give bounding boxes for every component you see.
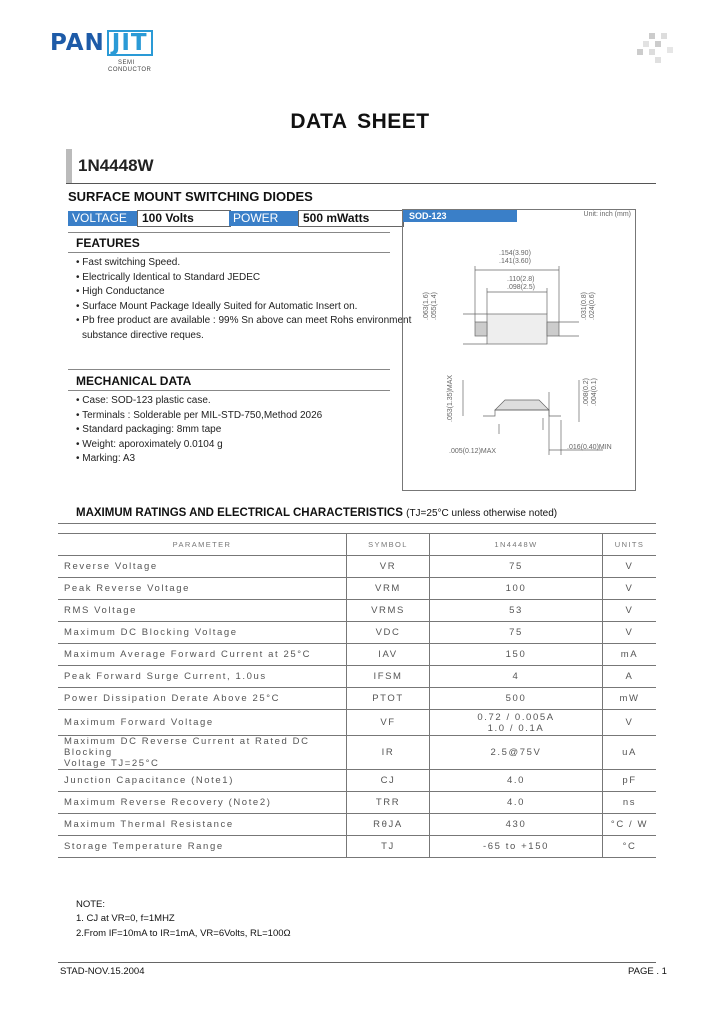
cell-value: 75: [430, 622, 603, 644]
cell-parameter: Maximum Thermal Resistance: [58, 814, 347, 836]
product-subtitle: SURFACE MOUNT SWITCHING DIODES: [68, 189, 313, 204]
cell-parameter: Power Dissipation Derate Above 25°C: [58, 688, 347, 710]
dim-body-max: .110(2.8): [507, 276, 535, 283]
cell-value: 4.0: [430, 770, 603, 792]
footer-rule: [58, 962, 656, 963]
cell-parameter: Peak Forward Surge Current, 1.0us: [58, 666, 347, 688]
cell-value: 75: [430, 556, 603, 578]
ratings-condition: (TJ=25°C unless otherwise noted): [406, 508, 558, 519]
cell-unit: V: [603, 556, 657, 578]
feature-item: • High Conductance: [76, 286, 165, 298]
cell-value: 430: [430, 814, 603, 836]
voltage-label: VOLTAGE: [68, 211, 139, 226]
cell-unit: ns: [603, 792, 657, 814]
ratings-title: [76, 507, 557, 519]
cell-unit: A: [603, 666, 657, 688]
cell-parameter: Maximum DC Blocking Voltage: [58, 622, 347, 644]
part-number: 1N4448W: [78, 156, 154, 175]
cell-value: 4.0: [430, 792, 603, 814]
power-value: 500 mWatts: [298, 210, 404, 227]
dim-length-min: .141(3.60): [499, 258, 531, 265]
cell-symbol: VF: [347, 710, 430, 736]
table-row: [58, 622, 656, 644]
cell-symbol: TJ: [347, 836, 430, 858]
table-row: [58, 836, 656, 858]
cell-parameter: Junction Capacitance (Note1): [58, 770, 347, 792]
power-label: POWER: [229, 211, 300, 226]
part-number-bar: [66, 149, 656, 184]
mechanical-item: • Case: SOD-123 plastic case.: [76, 395, 211, 406]
package-unit: Unit: inch (mm): [583, 211, 631, 218]
table-row: [58, 688, 656, 710]
logo-sub-conductor: CONDUCTOR: [108, 67, 152, 73]
cell-unit: °C / W: [603, 814, 657, 836]
ratings-table: [58, 533, 656, 858]
feature-item: • Electrically Identical to Standard JEDEC: [76, 271, 261, 283]
dim-height: .053(1.35)MAX: [447, 374, 454, 422]
logo-text-jit: JIT: [107, 30, 153, 56]
cell-value: 4: [430, 666, 603, 688]
dim-body-min: .098(2.5): [507, 284, 536, 291]
mechanical-item: • Standard packaging: 8mm tape: [76, 424, 222, 436]
company-logo: [50, 30, 153, 56]
note-2: 2.From IF=10mA to IR=1mA, VR=6Volts, RL=100Ω: [76, 928, 291, 939]
dim-lead: [581, 292, 597, 320]
cell-unit: uA: [603, 736, 657, 770]
dim-standoff-min: .004(0.1): [591, 377, 598, 406]
package-drawing: [402, 209, 636, 491]
header-value: 1N4448W: [430, 534, 603, 556]
cell-unit: V: [603, 622, 657, 644]
cell-value: 53: [430, 600, 603, 622]
cell-symbol: IR: [347, 736, 430, 770]
cell-symbol: PTOT: [347, 688, 430, 710]
cell-symbol: CJ: [347, 770, 430, 792]
table-row: [58, 578, 656, 600]
header-units: UNITS: [603, 534, 657, 556]
logo-text-pan: PAN: [50, 30, 105, 56]
dim-width-max: .063(1.6): [423, 291, 430, 320]
part-number-accent: [66, 149, 72, 183]
cell-unit: V: [603, 600, 657, 622]
dim-lead-thickness: .005(0.12)MAX: [449, 448, 497, 455]
cell-value: 500: [430, 688, 603, 710]
header-symbol: SYMBOL: [347, 534, 430, 556]
header-parameter: PARAMETER: [58, 534, 347, 556]
dim-length-max: .154(3.90): [499, 250, 531, 257]
mechanical-list: [76, 394, 322, 467]
table-row: [58, 710, 656, 736]
ratings-title-text: MAXIMUM RATINGS AND ELECTRICAL CHARACTERISTICS: [76, 507, 403, 519]
feature-item: • Surface Mount Package Ideally Suited for Automatic Insert on.: [76, 300, 358, 312]
footer-page: PAGE . 1: [628, 966, 667, 977]
cell-parameter: Reverse Voltage: [58, 556, 347, 578]
table-row: [58, 600, 656, 622]
cell-parameter: Storage Temperature Range: [58, 836, 347, 858]
dim-lead-max: .031(0.8): [581, 291, 588, 320]
cell-symbol: RθJA: [347, 814, 430, 836]
logo-sub-semi: SEMI: [118, 60, 135, 66]
footer-date: STAD-NOV.15.2004: [60, 966, 145, 977]
cell-symbol: IAV: [347, 644, 430, 666]
cell-value: 0.72 / 0.005A 1.0 / 0.1A: [430, 710, 603, 736]
package-name: SOD-123: [403, 210, 517, 222]
dim-standoff-max: .008(0.2): [583, 377, 590, 406]
note-1: 1. CJ at VR=0, f=1MHZ: [76, 913, 175, 924]
table-row: [58, 814, 656, 836]
dim-width: [423, 292, 439, 320]
cell-parameter: Maximum Forward Voltage: [58, 710, 347, 736]
dim-lead-length: .016(0.40)MIN: [567, 444, 612, 451]
cell-symbol: IFSM: [347, 666, 430, 688]
cell-symbol: VDC: [347, 622, 430, 644]
logo-subtitle: [108, 60, 151, 74]
dim-length: [499, 250, 531, 266]
table-row: [58, 792, 656, 814]
dim-standoff: [583, 378, 599, 406]
mechanical-item: • Weight: aporoximately 0.0104 g: [76, 438, 223, 450]
voltage-value: 100 Volts: [137, 210, 231, 227]
features-rule: [68, 232, 390, 233]
mechanical-rule: [68, 369, 390, 370]
features-list: [76, 256, 411, 344]
dim-lead-min: .024(0.6): [589, 291, 596, 320]
feature-item: • Fast switching Speed.: [76, 257, 181, 268]
cell-parameter: Maximum Reverse Recovery (Note2): [58, 792, 347, 814]
feature-item: • Pb free product are available : 99% Sn above can meet Rohs environment: [76, 315, 412, 327]
cell-parameter: RMS Voltage: [58, 600, 347, 622]
mechanical-item: • Terminals : Solderable per MIL-STD-750,Method 2026: [76, 409, 323, 421]
table-row: [58, 644, 656, 666]
mechanical-rule-bottom: [68, 390, 390, 391]
cell-value: 100: [430, 578, 603, 600]
cell-unit: mW: [603, 688, 657, 710]
cell-parameter: Maximum Average Forward Current at 25°C: [58, 644, 347, 666]
page-title: DATA SHEET: [290, 110, 430, 133]
mechanical-item: • Marking: A3: [76, 453, 136, 465]
table-row: [58, 736, 656, 770]
cell-unit: V: [603, 710, 657, 736]
cell-unit: V: [603, 578, 657, 600]
cell-value: 2.5@75V: [430, 736, 603, 770]
cell-symbol: VRMS: [347, 600, 430, 622]
mechanical-heading: MECHANICAL DATA: [76, 374, 192, 388]
features-rule-bottom: [68, 252, 390, 253]
table-row: [58, 556, 656, 578]
dim-body: [507, 276, 535, 292]
table-row: [58, 770, 656, 792]
corner-decoration: [637, 33, 677, 63]
cell-unit: pF: [603, 770, 657, 792]
ratings-top-rule: [58, 523, 656, 524]
cell-symbol: VR: [347, 556, 430, 578]
cell-value: -65 to +150: [430, 836, 603, 858]
cell-parameter: Maximum DC Reverse Current at Rated DC Blocking Voltage TJ=25°C: [58, 736, 347, 770]
cell-value: 150: [430, 644, 603, 666]
cell-symbol: VRM: [347, 578, 430, 600]
cell-unit: °C: [603, 836, 657, 858]
note-heading: NOTE:: [76, 899, 106, 910]
cell-parameter: Peak Reverse Voltage: [58, 578, 347, 600]
features-heading: FEATURES: [76, 236, 140, 250]
table-row: [58, 666, 656, 688]
cell-symbol: TRR: [347, 792, 430, 814]
cell-unit: mA: [603, 644, 657, 666]
dim-width-min: .055(1.4): [431, 291, 438, 320]
feature-item: substance directive reques.: [82, 329, 204, 341]
